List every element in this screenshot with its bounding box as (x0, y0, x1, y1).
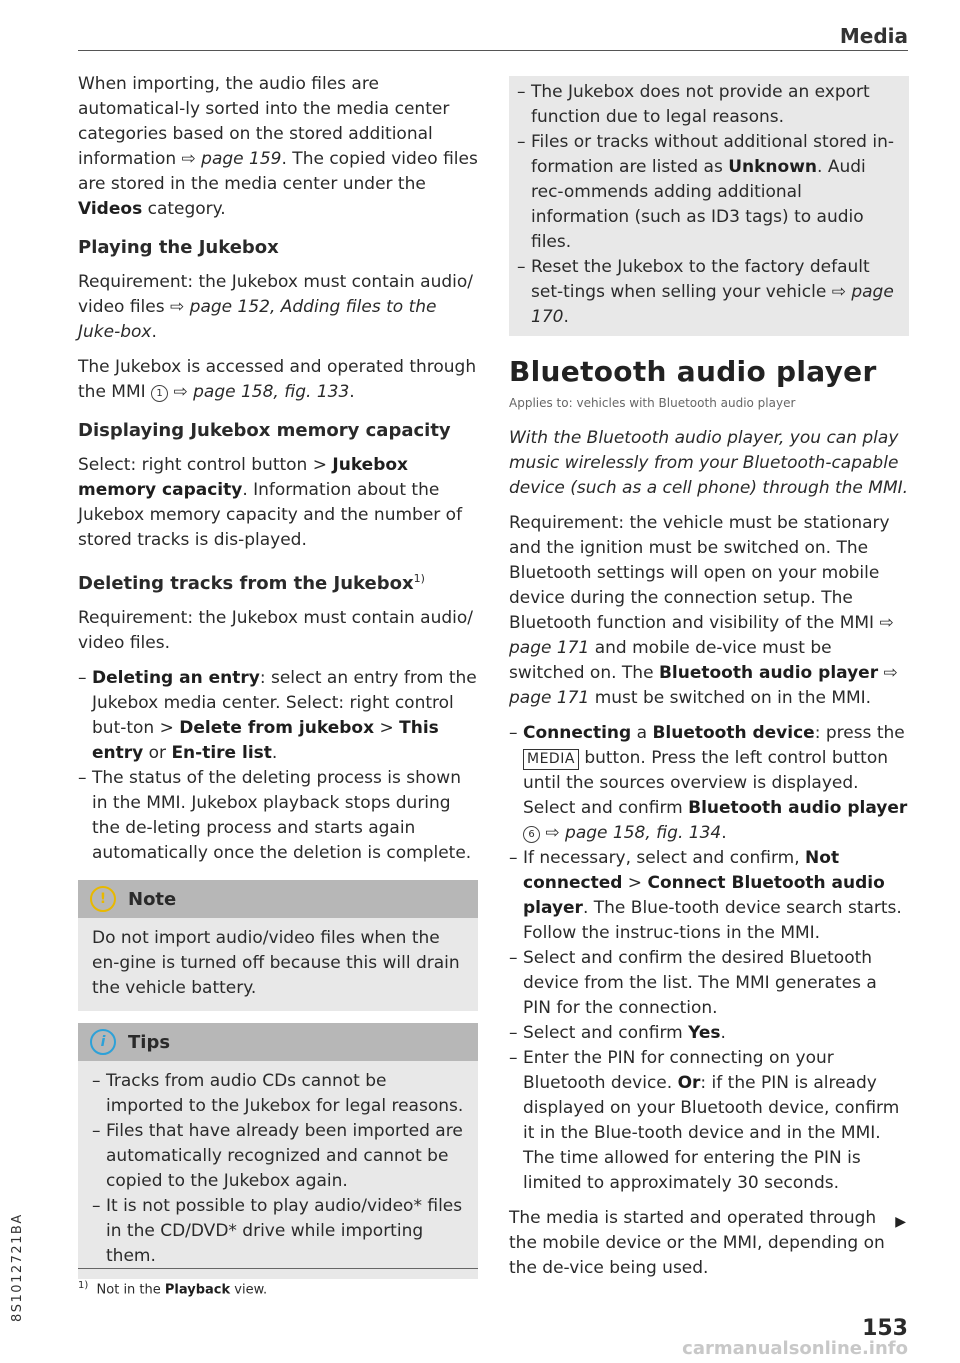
left-column (78, 72, 478, 1279)
heading-memory-capacity: Displaying Jukebox memory capacity (78, 420, 451, 441)
intro-text: With the Bluetooth audio player, you can play music wirelessly from your Bluetooth-capable device (such as a cell phone) through the MMI. (509, 428, 909, 498)
continue-arrow-icon: ▶ (895, 1214, 906, 1230)
tips-body (78, 1061, 478, 1279)
document-code: 8S1012721BA (10, 1213, 25, 1322)
connect-steps (509, 721, 909, 1196)
list-item: – Select and confirm Yes. (509, 1021, 909, 1046)
footnote-rule (78, 1268, 478, 1269)
callout-number: 6 (523, 826, 540, 843)
heading-bluetooth-audio-player: Bluetooth audio player (509, 355, 877, 388)
import-paragraph: When importing, the audio files are automatical-ly sorted into the media center categories based on the stored additional information ⇨ page 159. The copied video files are stored in the media center under the Videos category. (78, 74, 478, 219)
deleting-requirement: Requirement: the Jukebox must contain audio/ video files. (78, 608, 473, 653)
note-header: ! Note (78, 880, 478, 918)
playing-requirement: Requirement: the Jukebox must contain audio/ video files ⇨ page 152, Adding files to the Juke-box. (78, 272, 473, 342)
list-item: – It is not possible to play audio/video* files in the CD/DVD* drive while importing them. (92, 1194, 464, 1269)
memory-capacity-paragraph: Select: right control button > Jukebox memory capacity. Information about the Jukebox memory capacity and the number of stored tracks is dis-played. (78, 455, 463, 550)
list-item: – Select and confirm the desired Bluetooth device from the list. The MMI generates a PIN for the connection. (509, 946, 909, 1021)
tips-list (92, 1069, 464, 1269)
info-icon: i (90, 1029, 116, 1055)
heading-playing-jukebox: Playing the Jukebox (78, 237, 279, 258)
list-item: – Tracks from audio CDs cannot be imported to the Jukebox for legal reasons. (92, 1069, 464, 1119)
media-operation-paragraph: The media is started and operated through the mobile device or the MMI, depending on the de-vice being used. (509, 1208, 885, 1278)
applies-to: Applies to: vehicles with Bluetooth audio player (509, 396, 796, 410)
list-item: – Files or tracks without additional stored in-formation are listed as Unknown. Audi rec-ommends adding additional information (such as ID3 tags) to audio files. (517, 130, 901, 255)
watermark: carmanualsonline.info (682, 1338, 908, 1359)
tips-continued-list (517, 80, 901, 330)
page-ref[interactable]: ⇨ page 158, fig. 133 (173, 382, 350, 402)
page-ref[interactable]: ⇨ page 171 (509, 613, 894, 658)
page-ref[interactable]: ⇨ page 152, Adding files to the Juke-box (78, 297, 437, 342)
playing-access: The Jukebox is accessed and operated through the MMI 1 ⇨ page 158, fig. 133. (78, 357, 477, 402)
section-header: Media (839, 24, 908, 48)
page-ref[interactable]: ⇨ page 171 (509, 663, 898, 708)
list-item: – If necessary, select and confirm, Not connected > Connect Bluetooth audio player. The Blue-tooth device search starts. Follow the instruc-tions in the MMI. (509, 846, 909, 946)
tips-box (78, 1023, 478, 1279)
heading-deleting-tracks: Deleting tracks from the Jukebox$^{1)}$ (78, 572, 425, 594)
list-item: – The status of the deleting process is shown in the MMI. Jukebox playback stops during the de-leting process and starts again automatically once the deletion is complete. (78, 766, 478, 866)
note-box (78, 880, 478, 1011)
deleting-list (78, 666, 478, 866)
media-button-key: MEDIA (523, 749, 579, 770)
right-column (509, 76, 909, 1291)
tips-continued (509, 76, 909, 336)
page-number: 153 (862, 1316, 908, 1341)
tips-header: i Tips (78, 1023, 478, 1061)
list-item: – Reset the Jukebox to the factory default set-tings when selling your vehicle ⇨ page 170. (517, 255, 901, 330)
warning-icon: ! (90, 886, 116, 912)
footnote: $^{1)}$ Not in the Playback view. (78, 1280, 268, 1298)
page-ref[interactable]: ⇨ page 170 (531, 282, 894, 327)
page-ref[interactable]: ⇨ page 159 (181, 149, 282, 169)
list-item: – The Jukebox does not provide an export function due to legal reasons. (517, 80, 901, 130)
list-item: – Enter the PIN for connecting on your Bluetooth device. Or: if the PIN is already displayed on your Bluetooth device, confirm it in the Blue-tooth device and in the MMI. The time allowed for entering the PIN is limited to approximately 30 seconds. (509, 1046, 909, 1196)
list-item: – Deleting an entry: select an entry from the Jukebox media center. Select: right control but-ton > Delete from jukebox > This entry or En-tire list. (78, 666, 478, 766)
list-item: – Files that have already been imported are automatically recognized and cannot be copied to the Jukebox again. (92, 1119, 464, 1194)
callout-number: 1 (151, 385, 168, 402)
list-item: – Connecting a Bluetooth device: press the MEDIA button. Press the left control button until the sources overview is displayed. Select and confirm Bluetooth audio player 6 ⇨ page 158, fig. 134. (509, 721, 909, 846)
note-body: Do not import audio/video files when the en-gine is turned off because this will drain the vehicle battery. (78, 918, 478, 1011)
header-rule (78, 50, 908, 51)
page-ref[interactable]: ⇨ page 158, fig. 134 (545, 823, 722, 843)
footnote-marker: 1) (413, 572, 425, 585)
bluetooth-requirement: Requirement: the vehicle must be stationary and the ignition must be switched on. The Bluetooth settings will open on your mobile device during the connection setup. The Bluetooth function and visibility of the MMI ⇨ page 171 and mobile de-vice must be switched on. The Bluetooth audio player ⇨ page 171 must be switched on in the MMI. (509, 513, 898, 708)
